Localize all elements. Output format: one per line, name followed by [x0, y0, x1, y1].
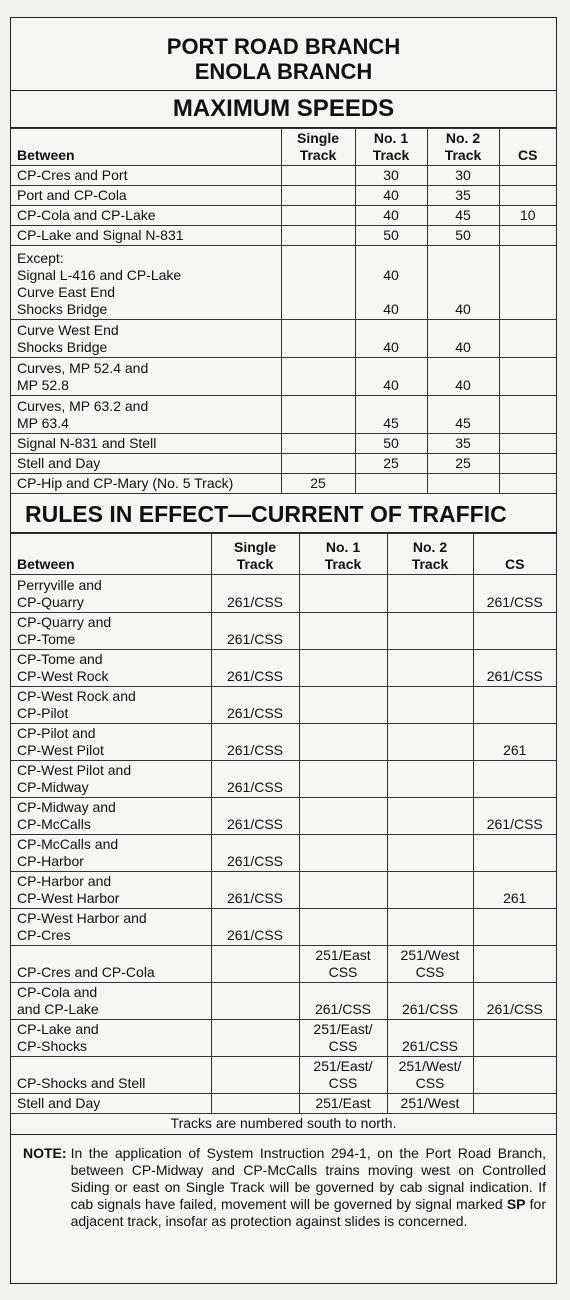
- row-label: CP-Midway and CP-McCalls: [11, 798, 211, 835]
- table-cell: [499, 226, 556, 246]
- table-cell: 261: [473, 872, 556, 909]
- table-cell: [387, 872, 473, 909]
- table-cell: [499, 434, 556, 454]
- row-label: CP-McCalls and CP-Harbor: [11, 835, 211, 872]
- table-cell: [387, 575, 473, 613]
- table-cell: 25: [355, 454, 427, 474]
- column-header: Between: [11, 534, 211, 575]
- row-label: Port and CP-Cola: [11, 186, 281, 206]
- row-label: CP-Shocks and Stell: [11, 1057, 211, 1094]
- table-cell: [499, 396, 556, 434]
- title-line-2: ENOLA BRANCH: [194, 59, 373, 84]
- note-block: [11, 1135, 556, 1230]
- table-row: [11, 226, 556, 246]
- table-cell: 50: [355, 434, 427, 454]
- column-header: Between: [11, 129, 281, 166]
- table-cell: 261/CSS: [211, 872, 299, 909]
- column-header: CS: [473, 534, 556, 575]
- table-cell: [299, 687, 387, 724]
- table-cell: 261/CSS: [211, 613, 299, 650]
- table-cell: 261/CSS: [211, 650, 299, 687]
- table-cell: [299, 798, 387, 835]
- row-label: CP-West Rock and CP-Pilot: [11, 687, 211, 724]
- table-cell: 251/East/ CSS: [299, 1020, 387, 1057]
- table-cell: [387, 909, 473, 946]
- note-text-before: In the application of System Instruction 294-1, on the Port Road Branch, between CP-Midway and CP-McCalls trains moving west on Controlled Siding or east on Single Track will be governed by cab signal indication. If cab signals have failed, movement will be governed by signal marked: [70, 1145, 546, 1212]
- table-cell: [211, 1094, 299, 1114]
- table-cell: 261/CSS: [211, 724, 299, 761]
- table-cell: 261/CSS: [473, 575, 556, 613]
- table-cell: 261/CSS: [211, 687, 299, 724]
- column-header: No. 2 Track: [387, 534, 473, 575]
- table-cell: 261/CSS: [387, 1020, 473, 1057]
- table-row: [11, 761, 556, 798]
- table-row: [11, 358, 556, 396]
- table-cell: [499, 246, 556, 320]
- table-cell: 251/West CSS: [387, 946, 473, 983]
- table-cell: [299, 872, 387, 909]
- row-label: Perryville and CP-Quarry: [11, 575, 211, 613]
- table-cell: 261/CSS: [211, 575, 299, 613]
- table-cell: [499, 358, 556, 396]
- table-row: [11, 320, 556, 358]
- table-cell: 40: [355, 320, 427, 358]
- table-cell: 261/CSS: [473, 650, 556, 687]
- row-label: CP-Tome and CP-West Rock: [11, 650, 211, 687]
- table-cell: 50: [427, 226, 499, 246]
- row-label: CP-Cres and CP-Cola: [11, 946, 211, 983]
- track-numbering-footer: Tracks are numbered south to north.: [11, 1114, 556, 1135]
- table-cell: 40: [355, 358, 427, 396]
- table-cell: 251/East: [299, 1094, 387, 1114]
- row-label: CP-Cola and CP-Lake: [11, 206, 281, 226]
- row-label: Curves, MP 63.2 and MP 63.4: [11, 396, 281, 434]
- table-row: [11, 613, 556, 650]
- table-cell: 40: [355, 186, 427, 206]
- column-header: CS: [499, 129, 556, 166]
- title-line-1: PORT ROAD BRANCH: [166, 34, 401, 59]
- table-cell: 40 40: [355, 246, 427, 320]
- table-cell: [473, 1057, 556, 1094]
- table-cell: 25: [281, 474, 355, 494]
- table-cell: 25: [427, 454, 499, 474]
- table-cell: 261/CSS: [473, 983, 556, 1020]
- table-cell: [473, 835, 556, 872]
- table-cell: [211, 983, 299, 1020]
- table-cell: [499, 454, 556, 474]
- row-label: Signal N-831 and Stell: [11, 434, 281, 454]
- table-row: [11, 798, 556, 835]
- table-cell: 40: [427, 320, 499, 358]
- table-cell: 251/East CSS: [299, 946, 387, 983]
- table-cell: [299, 613, 387, 650]
- table-row: [11, 166, 556, 186]
- table-row: [11, 909, 556, 946]
- table-cell: 40: [427, 246, 499, 320]
- table-cell: [387, 798, 473, 835]
- rules-table: [11, 533, 556, 1114]
- column-header: Single Track: [281, 129, 355, 166]
- table-row: [11, 983, 556, 1020]
- table-cell: [299, 650, 387, 687]
- column-header: No. 1 Track: [299, 534, 387, 575]
- table-cell: [387, 761, 473, 798]
- table-row: [11, 454, 556, 474]
- table-cell: [281, 226, 355, 246]
- table-cell: [355, 474, 427, 494]
- table-cell: [281, 434, 355, 454]
- table-cell: 251/East/ CSS: [299, 1057, 387, 1094]
- table-cell: [387, 650, 473, 687]
- table-cell: [499, 474, 556, 494]
- table-cell: 261/CSS: [211, 909, 299, 946]
- table-row: [11, 1020, 556, 1057]
- table-cell: [387, 613, 473, 650]
- table-cell: [499, 186, 556, 206]
- table-cell: [211, 1057, 299, 1094]
- table-cell: 251/West: [387, 1094, 473, 1114]
- row-label: Curve West End Shocks Bridge: [11, 320, 281, 358]
- table-cell: 50: [355, 226, 427, 246]
- table-cell: [281, 396, 355, 434]
- table-cell: [281, 186, 355, 206]
- note-text-after: for adjacent track, insofar as protection against slides is concerned.: [70, 1196, 546, 1229]
- row-label: Curves, MP 52.4 and MP 52.8: [11, 358, 281, 396]
- note-emphasis: SP: [506, 1196, 526, 1212]
- table-cell: 10: [499, 206, 556, 226]
- row-label: CP-West Harbor and CP-Cres: [11, 909, 211, 946]
- table-cell: [211, 946, 299, 983]
- table-cell: [281, 206, 355, 226]
- table-cell: [473, 613, 556, 650]
- table-cell: [299, 835, 387, 872]
- row-label: CP-Quarry and CP-Tome: [11, 613, 211, 650]
- row-label: CP-Lake and CP-Shocks: [11, 1020, 211, 1057]
- header-row: [11, 534, 556, 575]
- table-cell: [299, 761, 387, 798]
- table-row: [11, 575, 556, 613]
- table-row: [11, 434, 556, 454]
- table-cell: [473, 761, 556, 798]
- table-cell: 35: [427, 186, 499, 206]
- row-label: Stell and Day: [11, 1094, 211, 1114]
- table-cell: [299, 575, 387, 613]
- table-cell: 261/CSS: [211, 761, 299, 798]
- table-row: [11, 396, 556, 434]
- table-cell: [387, 687, 473, 724]
- note-label: NOTE:: [23, 1145, 67, 1161]
- table-cell: [299, 724, 387, 761]
- row-label: Except: Signal L-416 and CP-Lake Curve East End Shocks Bridge: [11, 246, 281, 320]
- max-speeds-table: [11, 128, 556, 494]
- table-cell: [281, 320, 355, 358]
- table-row: [11, 835, 556, 872]
- page-title: [11, 18, 556, 91]
- note-text: [71, 1145, 546, 1230]
- table-cell: 40: [427, 358, 499, 396]
- table-cell: 261/CSS: [211, 835, 299, 872]
- table-cell: 40: [355, 206, 427, 226]
- table-row: [11, 872, 556, 909]
- max-speeds-heading: MAXIMUM SPEEDS: [11, 91, 556, 128]
- table-cell: [211, 1020, 299, 1057]
- table-cell: 251/West/ CSS: [387, 1057, 473, 1094]
- row-label: Stell and Day: [11, 454, 281, 474]
- table-cell: [281, 358, 355, 396]
- table-cell: [473, 687, 556, 724]
- table-row: [11, 1094, 556, 1114]
- timetable-page: [10, 17, 557, 1284]
- column-header: No. 2 Track: [427, 129, 499, 166]
- table-cell: 261/CSS: [299, 983, 387, 1020]
- row-label: CP-Pilot and CP-West Pilot: [11, 724, 211, 761]
- table-cell: [473, 1020, 556, 1057]
- table-row: [11, 687, 556, 724]
- table-cell: 261/CSS: [387, 983, 473, 1020]
- table-cell: [473, 1094, 556, 1114]
- table-cell: [427, 474, 499, 494]
- table-cell: 45: [427, 206, 499, 226]
- row-label: CP-Lake and Signal N-831: [11, 226, 281, 246]
- table-cell: [387, 835, 473, 872]
- table-cell: 261: [473, 724, 556, 761]
- table-cell: [499, 320, 556, 358]
- row-label: CP-Hip and CP-Mary (No. 5 Track): [11, 474, 281, 494]
- table-cell: [281, 166, 355, 186]
- table-cell: [473, 909, 556, 946]
- table-cell: [281, 246, 355, 320]
- table-row: [11, 246, 556, 320]
- table-row: [11, 946, 556, 983]
- table-cell: 35: [427, 434, 499, 454]
- table-cell: 30: [427, 166, 499, 186]
- table-row: [11, 724, 556, 761]
- table-cell: [473, 946, 556, 983]
- table-cell: 261/CSS: [211, 798, 299, 835]
- row-label: CP-West Pilot and CP-Midway: [11, 761, 211, 798]
- table-cell: 45: [355, 396, 427, 434]
- table-cell: [281, 454, 355, 474]
- table-row: [11, 206, 556, 226]
- header-row: [11, 129, 556, 166]
- column-header: No. 1 Track: [355, 129, 427, 166]
- table-row: [11, 650, 556, 687]
- table-cell: [499, 166, 556, 186]
- row-label: CP-Cola and and CP-Lake: [11, 983, 211, 1020]
- table-cell: [299, 909, 387, 946]
- rules-heading: RULES IN EFFECT—CURRENT OF TRAFFIC: [11, 494, 556, 533]
- row-label: CP-Cres and Port: [11, 166, 281, 186]
- table-cell: [387, 724, 473, 761]
- table-cell: 261/CSS: [473, 798, 556, 835]
- table-cell: 45: [427, 396, 499, 434]
- column-header: Single Track: [211, 534, 299, 575]
- row-label: CP-Harbor and CP-West Harbor: [11, 872, 211, 909]
- table-row: [11, 474, 556, 494]
- table-row: [11, 1057, 556, 1094]
- table-cell: 30: [355, 166, 427, 186]
- table-row: [11, 186, 556, 206]
